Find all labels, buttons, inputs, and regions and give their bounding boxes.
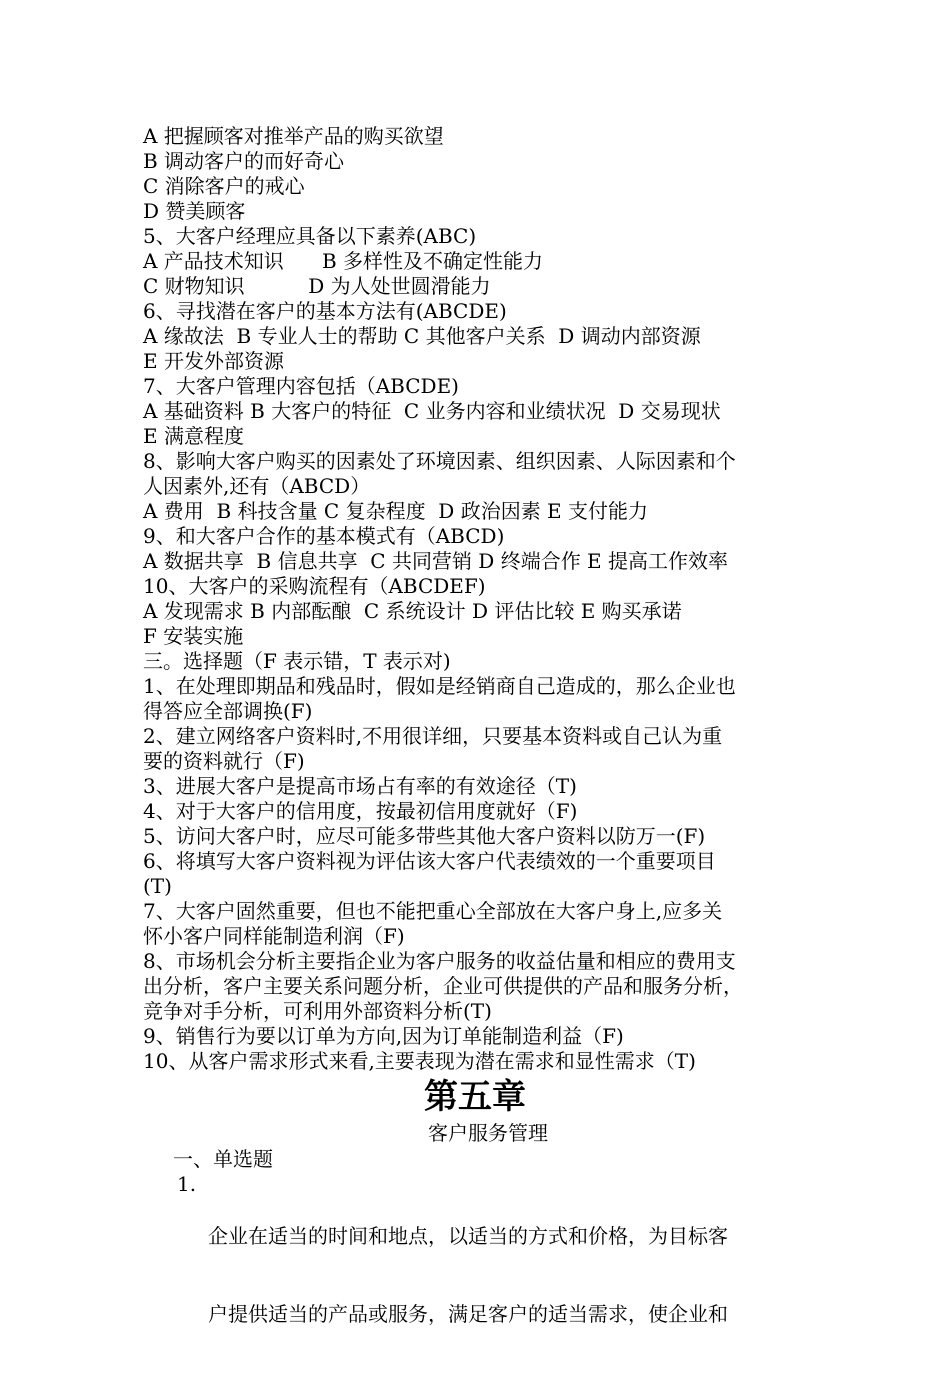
section-heading-line: 三。选择题（F 表示错，T 表示对) [143,649,451,673]
text-line: 得答应全部调换(F) [143,699,313,723]
section-heading: 一、单选题 [173,1147,273,1171]
text-line: 竞争对手分析，可利用外部资料分析(T) [143,999,492,1023]
text-line: A 费用 B 科技含量 C 复杂程度 D 政治因素 E 支付能力 [143,499,649,523]
text-line: 10、大客户的采购流程有（ABCDEF) [143,574,486,598]
text-line: 3、进展大客户是提高市场占有率的有效途径（T) [143,774,577,798]
text-line: 4、对于大客户的信用度，按最初信用度就好（F) [143,799,578,823]
text-line: 5、访问大客户时，应尽可能多带些其他大客户资料以防万一(F) [143,824,706,848]
text-line: E 开发外部资源 [143,349,284,373]
chapter-title: 第五章 [424,1077,526,1117]
text-line: A 把握顾客对推举产品的购买欲望 [143,124,444,148]
text-line: C 财物知识 D 为人处世圆滑能力 [143,274,491,298]
text-line: 6、将填写大客户资料视为评估该大客户代表绩效的一个重要项目 [143,849,716,873]
text-line: 怀小客户同样能制造利润（F) [143,924,405,948]
text-line: 2、建立网络客户资料时,不用很详细，只要基本资料或自己认为重 [143,724,723,748]
text-line: E 满意程度 [143,424,244,448]
text-line: 7、大客户管理内容包括（ABCDE) [143,374,459,398]
question-text-line: 户提供适当的产品或服务，满足客户的适当需求，使企业和 [208,1302,728,1326]
text-line: (T) [143,874,172,898]
text-line: C 消除客户的戒心 [143,174,305,198]
text-line: A 发现需求 B 内部酝酿 C 系统设计 D 评估比较 E 购买承诺 [143,599,682,623]
text-line: 出分析，客户主要关系问题分析，企业可供提供的产品和服务分析， [143,974,743,998]
text-line: 7、大客户固然重要，但也不能把重心全部放在大客户身上,应多关 [143,899,723,923]
text-line: 9、和大客户合作的基本模式有（ABCD) [143,524,505,548]
text-line: D 赞美顾客 [143,199,246,223]
text-line: A 缘故法 B 专业人士的帮助 C 其他客户关系 D 调动内部资源 [143,324,701,348]
text-line: 9、销售行为要以订单为方向,因为订单能制造利益（F) [143,1024,624,1048]
question-text-line: 企业在适当的时间和地点，以适当的方式和价格，为目标客 [208,1224,728,1248]
text-line: 8、影响大客户购买的因素处了环境因素、组织因素、人际因素和个 [143,449,736,473]
text-line: 6、寻找潜在客户的基本方法有(ABCDE) [143,299,507,323]
text-line: F 安装实施 [143,624,244,648]
question-text [208,1171,728,1379]
text-line: 1、在处理即期品和残品时，假如是经销商自己造成的，那么企业也 [143,674,736,698]
document-body [143,124,833,1074]
text-line: 8、市场机会分析主要指企业为客户服务的收益估量和相应的费用支 [143,949,736,973]
text-line: 10、从客户需求形式来看,主要表现为潜在需求和显性需求（T) [143,1049,696,1073]
text-line: 人因素外,还有（ABCD） [143,474,371,498]
text-line: 要的资料就行（F) [143,749,305,773]
question-number: 1. [177,1172,197,1196]
text-line: A 数据共享 B 信息共享 C 共同营销 D 终端合作 E 提高工作效率 [143,549,729,573]
text-line: B 调动客户的而好奇心 [143,149,345,173]
text-line: 5、大客户经理应具备以下素养(ABC) [143,224,477,248]
text-line: A 基础资料 B 大客户的特征 C 业务内容和业绩状况 D 交易现状 [143,399,721,423]
text-line: A 产品技术知识 B 多样性及不确定性能力 [143,249,543,273]
chapter-subtitle: 客户服务管理 [428,1121,548,1145]
